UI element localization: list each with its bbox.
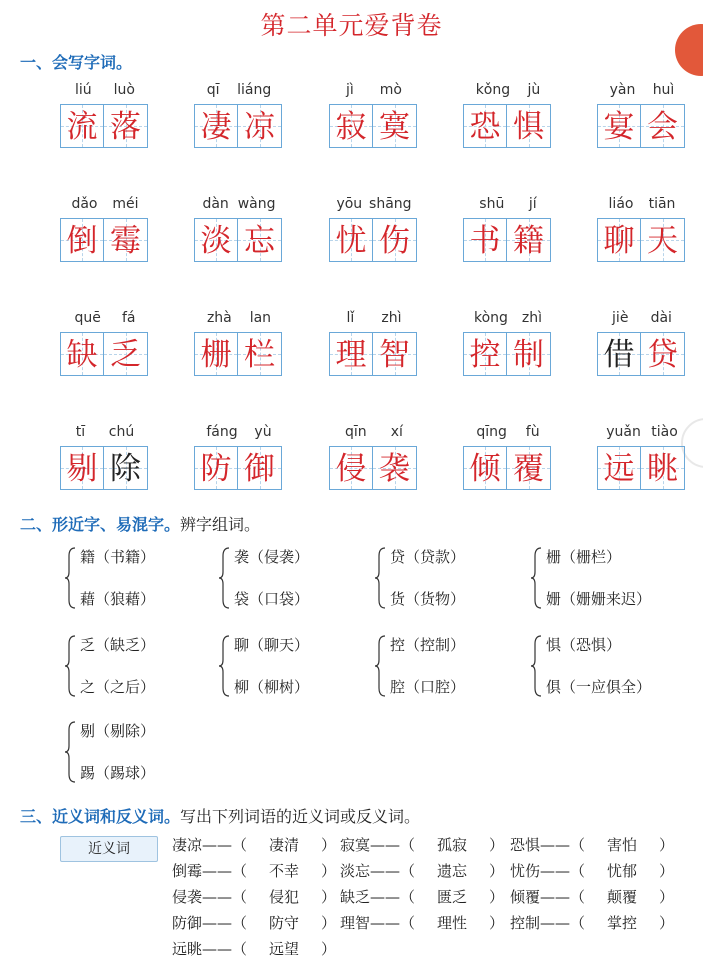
word-item xyxy=(463,422,553,490)
pinyin-syllable: qīng xyxy=(476,424,507,440)
char-box xyxy=(597,218,641,262)
word-item xyxy=(597,308,687,376)
pinyin-syllable: shāng xyxy=(369,196,412,212)
synonym-pair xyxy=(510,886,674,907)
group-line-1: 控（控制） xyxy=(390,636,466,654)
char: 栅 xyxy=(200,337,232,373)
pinyin-syllable: jiè xyxy=(612,310,629,326)
pinyin-syllable: chú xyxy=(108,424,135,440)
group-line-1: 聊（聊天） xyxy=(234,636,310,654)
char-box xyxy=(463,104,507,148)
pinyin-syllable: yàn xyxy=(609,82,636,98)
pinyin-syllable: jù xyxy=(527,82,541,98)
word-item xyxy=(194,308,284,376)
pinyin-syllable: zhì xyxy=(381,310,402,326)
pair-close: ） xyxy=(321,862,337,880)
pair-close: ） xyxy=(489,888,505,906)
char-box xyxy=(60,332,104,376)
synonym-pair xyxy=(340,912,504,933)
char-box xyxy=(507,446,551,490)
char: 侵 xyxy=(335,451,367,487)
pair-answer: 理性 xyxy=(437,914,468,932)
pinyin-syllable: qīn xyxy=(345,424,367,440)
char-box xyxy=(194,218,238,262)
brace-icon xyxy=(374,634,386,698)
pair-close: ） xyxy=(321,914,337,932)
section3-title: 近义词和反义词。 xyxy=(52,807,181,826)
synonym-pair xyxy=(172,834,336,855)
pinyin-syllable: mò xyxy=(379,82,402,98)
pair-answer: 掌控 xyxy=(607,914,638,932)
char-boxes xyxy=(60,446,150,490)
char-boxes xyxy=(597,446,687,490)
char-box xyxy=(373,104,417,148)
group-line-1: 袭（侵袭） xyxy=(234,548,310,566)
char-box xyxy=(194,446,238,490)
char: 御 xyxy=(244,451,275,487)
char: 除 xyxy=(110,451,141,487)
pair-word: 凄凉——（ xyxy=(172,836,248,854)
synonym-pair xyxy=(172,938,336,959)
char-boxes xyxy=(194,218,284,262)
pinyin-syllable: yōu xyxy=(336,196,363,212)
char: 制 xyxy=(513,337,544,373)
char-box xyxy=(641,104,685,148)
pinyin-syllable: zhì xyxy=(521,310,543,326)
brace-icon xyxy=(218,546,230,610)
synonym-pair xyxy=(510,834,674,855)
pair-word: 寂寞——（ xyxy=(340,836,416,854)
pair-word: 理智——（ xyxy=(340,914,416,932)
char: 袭 xyxy=(379,451,410,487)
group-line-1: 剔（剔除） xyxy=(80,722,156,740)
char: 流 xyxy=(66,109,98,145)
pinyin xyxy=(329,80,419,100)
group-line-2: 踢（踢球） xyxy=(80,764,156,782)
char-boxes xyxy=(194,446,284,490)
char: 智 xyxy=(379,337,410,373)
char: 寞 xyxy=(379,109,410,145)
pair-close: ） xyxy=(321,940,337,958)
group-line-1: 栅（栅栏） xyxy=(546,548,622,566)
synonym-pair xyxy=(340,834,504,855)
pinyin-syllable: jì xyxy=(346,82,354,98)
char: 天 xyxy=(647,223,678,259)
char-box xyxy=(597,332,641,376)
pair-answer: 害怕 xyxy=(607,836,638,854)
pinyin xyxy=(60,422,150,442)
brace-icon xyxy=(64,720,76,784)
pair-close: ） xyxy=(321,836,337,854)
pair-close: ） xyxy=(489,862,505,880)
char-box xyxy=(641,218,685,262)
char-box xyxy=(463,218,507,262)
group-line-1: 籍（书籍） xyxy=(80,548,156,566)
char: 淡 xyxy=(200,223,232,259)
char-box xyxy=(238,104,282,148)
char-box xyxy=(597,104,641,148)
char-box xyxy=(60,446,104,490)
char: 栏 xyxy=(244,337,275,373)
char-boxes xyxy=(463,446,553,490)
section2-title: 形近字、易混字。 xyxy=(52,515,181,534)
char-boxes xyxy=(60,104,150,148)
char: 乏 xyxy=(110,337,141,373)
word-item xyxy=(329,422,419,490)
char-box xyxy=(329,332,373,376)
char: 借 xyxy=(603,337,635,373)
pair-word: 侵袭——（ xyxy=(172,888,248,906)
synonym-pair xyxy=(510,912,674,933)
section2-num: 二、 xyxy=(20,515,53,534)
brace-icon xyxy=(218,634,230,698)
pinyin-syllable: wàng xyxy=(237,196,276,212)
word-item xyxy=(194,422,284,490)
pair-answer: 远望 xyxy=(269,940,300,958)
brace-icon xyxy=(64,546,76,610)
pinyin xyxy=(597,308,687,328)
char: 远 xyxy=(603,451,635,487)
word-item xyxy=(597,194,687,262)
pinyin xyxy=(329,194,419,214)
char: 恐 xyxy=(469,109,501,145)
pinyin xyxy=(463,308,553,328)
char-box xyxy=(329,218,373,262)
char-box xyxy=(641,446,685,490)
group-line-1: 惧（恐惧） xyxy=(546,636,622,654)
pair-close: ） xyxy=(659,862,675,880)
pinyin-syllable: liú xyxy=(75,82,92,98)
pinyin-syllable: méi xyxy=(112,196,139,212)
char: 伤 xyxy=(379,223,410,259)
pinyin-syllable: quē xyxy=(74,310,101,326)
pair-answer: 忧郁 xyxy=(607,862,638,880)
pinyin-syllable: fù xyxy=(525,424,540,440)
char: 惧 xyxy=(513,109,544,145)
page-title: 第二单元爱背卷 xyxy=(260,11,443,40)
pair-close: ） xyxy=(489,914,505,932)
pinyin-syllable: shū xyxy=(479,196,505,212)
group-line-2: 货（货物） xyxy=(390,590,466,608)
char-boxes xyxy=(597,218,687,262)
char-box xyxy=(373,218,417,262)
char-box xyxy=(507,104,551,148)
section2-subtitle: 辨字组词。 xyxy=(180,515,261,534)
pinyin xyxy=(597,422,687,442)
char-box xyxy=(194,332,238,376)
word-item xyxy=(194,194,284,262)
pair-word: 远眺——（ xyxy=(172,940,248,958)
pinyin-syllable: liáng xyxy=(237,82,272,98)
pinyin xyxy=(60,308,150,328)
pinyin xyxy=(329,422,419,442)
char-boxes xyxy=(463,332,553,376)
pair-word: 控制——（ xyxy=(510,914,586,932)
pinyin xyxy=(194,422,284,442)
char-boxes xyxy=(329,446,419,490)
char: 凄 xyxy=(200,109,232,145)
pinyin-syllable: qī xyxy=(206,82,220,98)
pinyin xyxy=(194,80,284,100)
group-line-2: 袋（口袋） xyxy=(234,590,310,608)
word-item xyxy=(329,80,419,148)
synonym-pair xyxy=(172,860,336,881)
char-box xyxy=(104,446,148,490)
pinyin-syllable: dǎo xyxy=(71,196,98,212)
char-box xyxy=(373,332,417,376)
pinyin-syllable: dàn xyxy=(202,196,229,212)
word-item xyxy=(597,422,687,490)
char: 倾 xyxy=(469,451,501,487)
pinyin xyxy=(463,80,553,100)
pair-answer: 匮乏 xyxy=(437,888,468,906)
word-item xyxy=(597,80,687,148)
word-item xyxy=(60,80,150,148)
pair-close: ） xyxy=(659,836,675,854)
pair-answer: 侵犯 xyxy=(269,888,300,906)
char: 倒 xyxy=(66,223,98,259)
word-item xyxy=(60,308,150,376)
brace-icon xyxy=(64,634,76,698)
char: 忧 xyxy=(335,223,367,259)
char: 聊 xyxy=(603,223,635,259)
pair-word: 忧伤——（ xyxy=(510,862,586,880)
char-box xyxy=(463,332,507,376)
synonym-pair xyxy=(172,912,336,933)
char-boxes xyxy=(329,332,419,376)
char-box xyxy=(641,332,685,376)
section2-heading xyxy=(20,512,260,535)
group-line-2: 腔（口腔） xyxy=(390,678,466,696)
pinyin-syllable: jí xyxy=(528,196,537,212)
pinyin-syllable: lǐ xyxy=(346,310,355,326)
pinyin-syllable: tī xyxy=(75,424,86,440)
pinyin-syllable: tiān xyxy=(648,196,676,212)
pinyin xyxy=(463,194,553,214)
word-item xyxy=(463,194,553,262)
pinyin-syllable: luò xyxy=(113,82,135,98)
pinyin xyxy=(60,194,150,214)
section3-subtitle: 写出下列词语的近义词或反义词。 xyxy=(180,807,421,826)
synonym-tag: 近义词 xyxy=(60,836,158,862)
pinyin-syllable: dài xyxy=(650,310,672,326)
pair-close: ） xyxy=(489,836,505,854)
word-item xyxy=(60,422,150,490)
pair-answer: 凄清 xyxy=(269,836,300,854)
char: 霉 xyxy=(110,223,141,259)
char-boxes xyxy=(60,218,150,262)
pair-answer: 不幸 xyxy=(269,862,300,880)
char-box xyxy=(238,446,282,490)
char-boxes xyxy=(194,104,284,148)
pair-word: 倒霉——（ xyxy=(172,862,248,880)
char-boxes xyxy=(463,218,553,262)
char: 会 xyxy=(647,109,678,145)
brace-icon xyxy=(530,546,542,610)
char: 覆 xyxy=(513,451,544,487)
pinyin-syllable: tiào xyxy=(651,424,678,440)
char-box xyxy=(60,104,104,148)
group-line-2: 俱（一应俱全） xyxy=(546,678,652,696)
pair-answer: 防守 xyxy=(269,914,300,932)
char-box xyxy=(238,218,282,262)
char: 宴 xyxy=(603,109,635,145)
pinyin-syllable: yuǎn xyxy=(606,424,641,440)
word-item xyxy=(329,194,419,262)
char-box xyxy=(238,332,282,376)
group-line-1: 乏（缺乏） xyxy=(80,636,156,654)
word-item xyxy=(463,80,553,148)
synonym-pair xyxy=(510,860,674,881)
group-line-2: 之（之后） xyxy=(80,678,156,696)
pair-answer: 遗忘 xyxy=(437,862,468,880)
pinyin xyxy=(597,194,687,214)
section3-num: 三、 xyxy=(20,807,53,826)
pinyin xyxy=(463,422,553,442)
pinyin-syllable: kǒng xyxy=(475,82,511,98)
pinyin-syllable: fáng xyxy=(206,424,238,440)
pair-close: ） xyxy=(659,888,675,906)
pinyin-syllable: huì xyxy=(652,82,675,98)
char-boxes xyxy=(597,332,687,376)
char-box xyxy=(104,218,148,262)
group-line-1: 贷（贷款） xyxy=(390,548,466,566)
pinyin xyxy=(194,308,284,328)
char: 籍 xyxy=(513,223,544,259)
pair-close: ） xyxy=(321,888,337,906)
char-box xyxy=(104,104,148,148)
pair-word: 缺乏——（ xyxy=(340,888,416,906)
char: 剔 xyxy=(66,451,98,487)
pair-close: ） xyxy=(659,914,675,932)
char-boxes xyxy=(194,332,284,376)
char-boxes xyxy=(597,104,687,148)
section3-heading xyxy=(20,804,420,827)
char: 贷 xyxy=(647,337,678,373)
pinyin-syllable: fá xyxy=(121,310,136,326)
pair-answer: 孤寂 xyxy=(437,836,468,854)
char: 缺 xyxy=(66,337,98,373)
char-box xyxy=(373,446,417,490)
word-item xyxy=(194,80,284,148)
char-box xyxy=(507,218,551,262)
pinyin-syllable: kòng xyxy=(473,310,508,326)
char-box xyxy=(463,446,507,490)
group-line-2: 藉（狼藉） xyxy=(80,590,156,608)
pinyin-syllable: liáo xyxy=(608,196,634,212)
word-item xyxy=(60,194,150,262)
pair-word: 防御——（ xyxy=(172,914,248,932)
pinyin-syllable: yù xyxy=(254,424,272,440)
synonym-pair xyxy=(340,886,504,907)
char-boxes xyxy=(329,218,419,262)
word-item xyxy=(329,308,419,376)
char-box xyxy=(597,446,641,490)
pair-word: 倾覆——（ xyxy=(510,888,586,906)
char: 寂 xyxy=(335,109,367,145)
char-box xyxy=(329,446,373,490)
char-box xyxy=(329,104,373,148)
char-box xyxy=(507,332,551,376)
char-boxes xyxy=(60,332,150,376)
pinyin xyxy=(194,194,284,214)
char: 理 xyxy=(335,337,367,373)
word-item xyxy=(463,308,553,376)
char: 忘 xyxy=(244,223,275,259)
char: 落 xyxy=(110,109,141,145)
group-line-2: 姗（姗姗来迟） xyxy=(546,590,652,608)
char-box xyxy=(104,332,148,376)
pinyin xyxy=(329,308,419,328)
pinyin-syllable: xí xyxy=(390,424,403,440)
char: 书 xyxy=(469,223,501,259)
pair-word: 淡忘——（ xyxy=(340,862,416,880)
char: 控 xyxy=(469,337,501,373)
section1-num: 一、 xyxy=(20,53,53,72)
char-box xyxy=(194,104,238,148)
char-boxes xyxy=(463,104,553,148)
pinyin xyxy=(60,80,150,100)
char-boxes xyxy=(329,104,419,148)
pair-answer: 颠覆 xyxy=(607,888,638,906)
char: 防 xyxy=(200,451,232,487)
pinyin-syllable: lan xyxy=(249,310,272,326)
brace-icon xyxy=(374,546,386,610)
pinyin-syllable: zhà xyxy=(206,310,232,326)
char: 凉 xyxy=(244,109,275,145)
pair-word: 恐惧——（ xyxy=(510,836,586,854)
brace-icon xyxy=(530,634,542,698)
section1-title: 会写字词。 xyxy=(52,53,133,72)
synonym-pair xyxy=(172,886,336,907)
pinyin xyxy=(597,80,687,100)
synonym-pair xyxy=(340,860,504,881)
section1-heading xyxy=(20,50,132,73)
group-line-2: 柳（柳树） xyxy=(234,678,310,696)
char: 眺 xyxy=(647,451,678,487)
char-box xyxy=(60,218,104,262)
